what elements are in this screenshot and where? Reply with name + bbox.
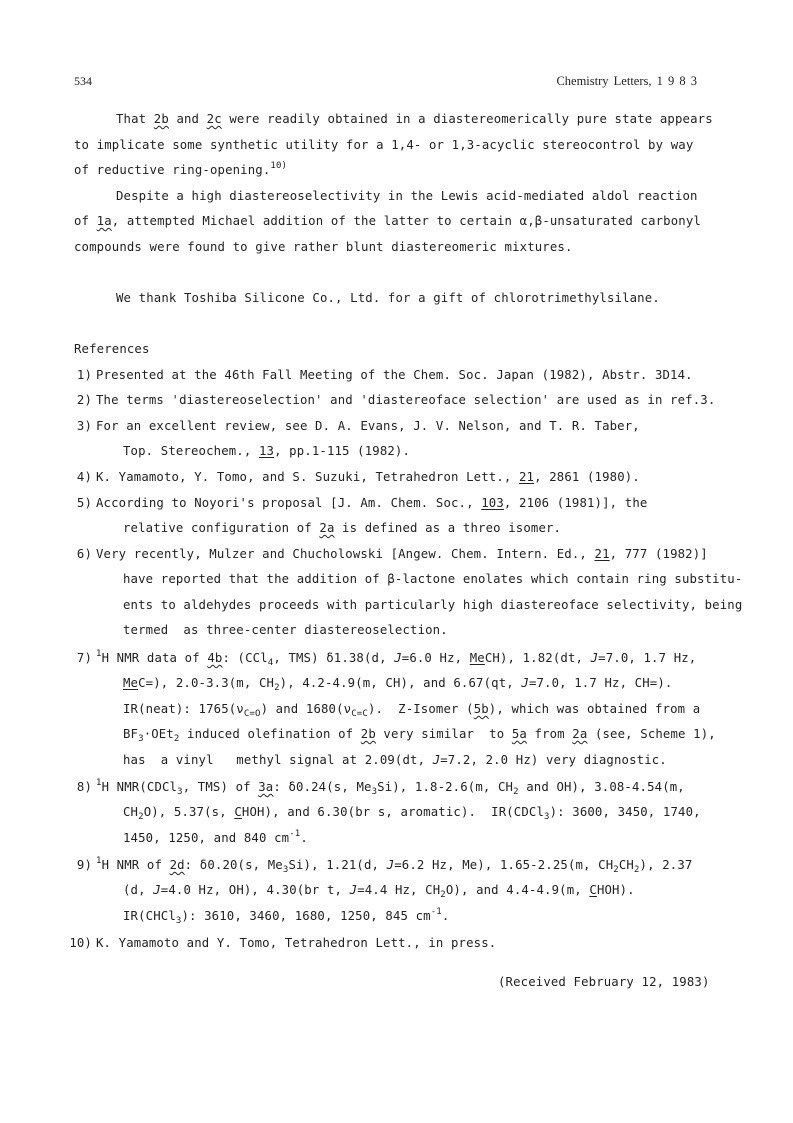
reference-number: 3) — [76, 419, 92, 433]
paragraph-1-line-3: of reductive ring-opening.$^{10)}$ — [74, 161, 288, 177]
reference-number: 9) — [76, 858, 92, 872]
reference-6-line-1: Very recently, Mulzer and Chucholowski [Angew. Chem. Intern. Ed., 21, 777 (1982)] — [96, 547, 708, 561]
paragraph-2-line-1: Despite a high diastereoselectivity in the Lewis acid-mediated aldol reaction — [116, 189, 698, 203]
reference-7-line-4: $BF_3\cdot OEt_2$ induced olefination of 2b very similar to 5a from 2a (see, Scheme 1), — [123, 727, 716, 744]
paragraph-1-line-2: to implicate some synthetic utility for a 1,4- or 1,3-acyclic stereocontrol by way — [74, 138, 694, 152]
reference-7-line-3: IR(neat): $1765(\nu_{C=O})$ and $1680(\nu_{C=C})$. Z-Isomer (5b), which was obtained from a — [123, 702, 701, 719]
reference-10: K. Yamamoto and Y. Tomo, Tetrahedron Lett., in press. — [96, 936, 497, 950]
reference-number: 8) — [76, 780, 92, 794]
reference-5-line-1: According to Noyori's proposal [J. Am. Chem. Soc., 103, 2106 (1981)], the — [96, 496, 648, 510]
compound-ref: 5b — [473, 702, 489, 716]
compound-ref: 2b — [153, 112, 169, 126]
reference-3-line-1: For an excellent review, see D. A. Evans, J. V. Nelson, and T. R. Taber, — [96, 419, 640, 433]
reference-1: Presented at the 46th Fall Meeting of the Chem. Soc. Japan (1982), Abstr. 3D14. — [96, 368, 693, 382]
compound-ref: 2b — [360, 727, 376, 741]
reference-2: The terms 'diastereoselection' and 'diastereoface selection' are used as in ref.3. — [96, 393, 716, 407]
reference-9-line-3: IR(CHCl$_3$): 3610, 3460, 1680, 1250, 845 $cm^{-1}$. — [123, 907, 450, 926]
paragraph-1-line-1: That 2b and 2c were readily obtained in a diastereomerically pure state appears — [116, 112, 713, 126]
reference-6-line-2: have reported that the addition of β-lactone enolates which contain ring substitu- — [123, 572, 743, 586]
reference-number: 2) — [76, 393, 92, 407]
reference-3-line-2: Top. Stereochem., 13, pp.1-115 (1982). — [123, 444, 411, 458]
journal-header: Chemistry Letters, 1 9 8 3 — [556, 74, 697, 88]
compound-ref: 5a — [511, 727, 527, 741]
reference-8-line-2: $CH_2O$), 5.37(s, CHOH), and 6.30(br s, aromatic). IR(CDCl$_3$): 3600, 3450, 1740, — [123, 805, 701, 822]
compound-ref: 2a — [572, 727, 588, 741]
reference-7-line-1: $^1$H NMR data of 4b: (CCl$_4$, TMS) δ1.38(d, J=6.0 Hz, MeCH), 1.82(dt, J=7.0, 1.7 Hz, — [96, 649, 697, 668]
compound-ref: 2a — [319, 521, 335, 535]
reference-number: 4) — [76, 470, 92, 484]
reference-6-line-3: ents to aldehydes proceeds with particularly high diastereoface selectivity, being — [123, 598, 743, 612]
paragraph-2-line-2: of 1a, attempted Michael addition of the latter to certain α,β-unsaturated carbonyl — [74, 214, 701, 228]
reference-8-line-3: 1450, 1250, and 840 $cm^{-1}$. — [123, 829, 308, 845]
reference-7-line-2: MeC=), 2.0-3.3(m, $CH_2$), 4.2-4.9(m, CH), and 6.67(qt, J=7.0, 1.7 Hz, CH=). — [123, 676, 673, 693]
citation-superscript: 10) — [270, 161, 288, 171]
reference-number: 7) — [76, 651, 92, 665]
reference-6-line-4: termed as three-center diastereoselection. — [123, 623, 448, 637]
compound-ref: 1a — [96, 214, 112, 228]
received-date: (Received February 12, 1983) — [498, 975, 710, 989]
reference-4: K. Yamamoto, Y. Tomo, and S. Suzuki, Tetrahedron Lett., 21, 2861 (1980). — [96, 470, 640, 484]
compound-ref: 2d — [169, 858, 185, 872]
reference-7-line-5: has a vinyl methyl signal at 2.09(dt, J=7.2, 2.0 Hz) very diagnostic. — [123, 753, 667, 767]
reference-5-line-2: relative configuration of 2a is defined as a threo isomer. — [123, 521, 562, 535]
reference-9-line-1: $^1$H NMR of 2d: δ0.20(s, $Me_3Si$), 1.21(d, J=6.2 Hz, Me), 1.65-2.25(m, $CH_2CH_2$), 2.37 — [96, 856, 693, 875]
compound-ref: 3a — [258, 780, 274, 794]
paragraph-2-line-3: compounds were found to give rather blunt diastereomeric mixtures. — [74, 240, 573, 254]
reference-number: 10) — [69, 936, 92, 950]
compound-ref: 4b — [207, 651, 223, 665]
reference-8-line-1: $^1$H NMR(CDCl$_3$, TMS) of 3a: δ0.24(s, $Me_3Si$), 1.8-2.6(m, $CH_2$ and OH), 3.08-4.54(m, — [96, 778, 685, 797]
reference-number: 6) — [76, 547, 92, 561]
acknowledgment: We thank Toshiba Silicone Co., Ltd. for a gift of chlorotrimethylsilane. — [116, 291, 660, 305]
page-number: 534 — [74, 74, 92, 88]
reference-number: 5) — [76, 496, 92, 510]
reference-number: 1) — [76, 368, 92, 382]
references-heading: References — [74, 342, 150, 356]
compound-ref: 2c — [206, 112, 222, 126]
reference-9-line-2: (d, J=4.0 Hz, OH), 4.30(br t, J=4.4 Hz, $CH_2O$), and 4.4-4.9(m, CHOH). — [123, 883, 635, 900]
